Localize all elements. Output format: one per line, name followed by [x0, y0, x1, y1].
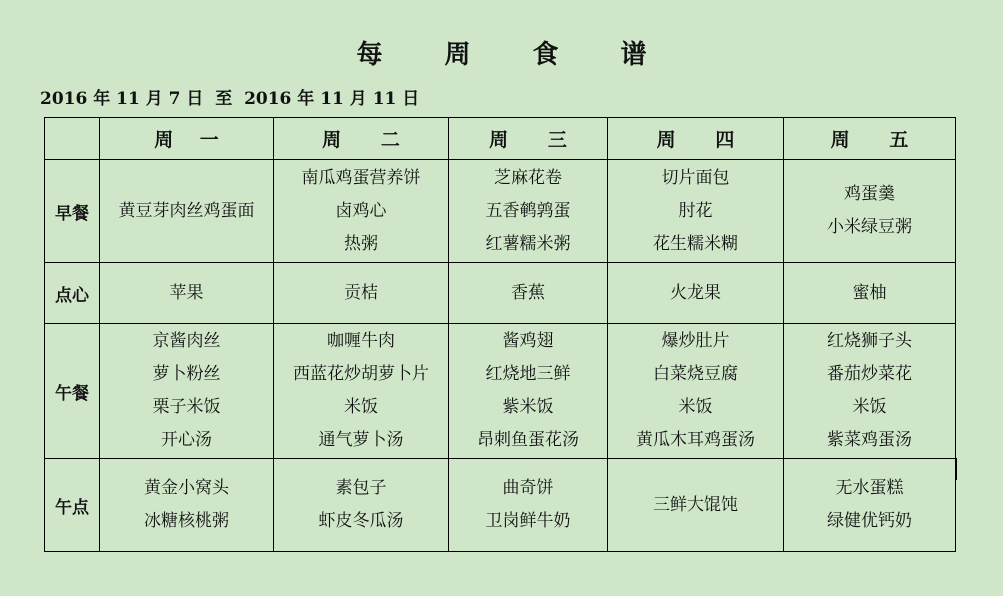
dish-item: 花生糯米糊: [653, 233, 738, 254]
menu-cell: [608, 160, 784, 263]
day-label: 周 一: [154, 129, 219, 151]
day-label: 周 三: [489, 129, 567, 151]
weekly-menu-table: [44, 117, 956, 552]
menu-cell: [274, 324, 449, 459]
dish-item: 卤鸡心: [335, 200, 387, 221]
day-header: [449, 118, 608, 160]
menu-cell: [449, 324, 608, 459]
day-header: [274, 118, 449, 160]
menu-cell: [100, 324, 274, 459]
dish-item: 香蕉: [511, 282, 545, 303]
dish-item: 南瓜鸡蛋营养饼: [301, 167, 421, 188]
dish-item: 肘花: [678, 200, 713, 221]
date-range: 2016 年 11 月 7 日 至 2016 年 11 月 11 日: [40, 89, 420, 109]
day-header: [608, 118, 784, 160]
menu-cell: [449, 263, 608, 324]
header-row: [45, 118, 956, 160]
meal-row: [45, 263, 956, 324]
meal-label: 早餐: [45, 160, 100, 263]
dish-item: 番茄炒菜花: [827, 364, 912, 384]
dish-item: 素包子: [335, 478, 387, 498]
dish-item: 紫米饭: [502, 397, 554, 417]
dish-item: 三鲜大馄饨: [653, 494, 738, 515]
dish-item: 卫岗鲜牛奶: [485, 511, 571, 531]
dish-item: 无水蛋糕: [835, 478, 904, 498]
dish-item: 鸡蛋羹: [844, 184, 895, 204]
menu-cell: [449, 160, 608, 263]
dish-item: 切片面包: [661, 167, 730, 188]
day-label: 周 二: [322, 129, 400, 151]
dish-item: 昂刺鱼蛋花汤: [477, 430, 579, 450]
dish-item: 白菜烧豆腐: [653, 364, 738, 384]
menu-cell: [784, 263, 956, 324]
dish-item: 红薯糯米粥: [485, 233, 571, 254]
menu-cell: [784, 324, 956, 459]
meal-label: 点心: [45, 263, 100, 324]
dish-item: 红烧狮子头: [827, 331, 912, 351]
dish-item: 酱鸡翅: [502, 331, 554, 351]
corner-cell: [45, 118, 100, 160]
day-header: [784, 118, 956, 160]
menu-cell: [274, 459, 449, 552]
dish-item: 绿健优钙奶: [827, 511, 912, 531]
page-title: 每周食谱: [356, 40, 709, 70]
meal-label: 午餐: [45, 324, 100, 459]
dish-item: 贡桔: [344, 282, 378, 303]
dish-item: 黄豆芽肉丝鸡蛋面: [118, 200, 255, 221]
dish-item: 萝卜粉丝: [152, 364, 221, 384]
menu-cell: [274, 160, 449, 263]
dish-item: 红烧地三鲜: [485, 364, 571, 384]
menu-cell: [784, 459, 956, 552]
dish-item: 米饭: [344, 397, 378, 417]
menu-cell: [449, 459, 608, 552]
menu-cell: [100, 263, 274, 324]
dish-item: 爆炒肚片: [661, 331, 730, 351]
menu-cell: [784, 160, 956, 263]
dish-item: 开心汤: [161, 430, 212, 450]
dish-item: 热粥: [344, 233, 378, 254]
dish-item: 曲奇饼: [502, 478, 554, 498]
meal-row: [45, 160, 956, 263]
day-label: 周 四: [656, 129, 735, 151]
dish-item: 虾皮冬瓜汤: [318, 511, 404, 531]
dish-item: 冰糖核桃粥: [144, 511, 229, 531]
meal-label: 午点: [45, 459, 100, 552]
dish-item: 蜜柚: [852, 282, 887, 303]
menu-cell: [608, 459, 784, 552]
dish-item: 黄瓜木耳鸡蛋汤: [636, 430, 755, 450]
menu-cell: [100, 160, 274, 263]
meal-row: [45, 324, 956, 459]
dish-item: 五香鹌鹑蛋: [485, 200, 571, 221]
dish-item: 小米绿豆粥: [827, 217, 912, 237]
dish-item: 黄金小窝头: [144, 478, 229, 498]
dish-item: 西蓝花炒胡萝卜片: [293, 364, 429, 384]
dish-item: 通气萝卜汤: [318, 430, 404, 450]
menu-cell: [100, 459, 274, 552]
day-label: 周 五: [830, 129, 909, 151]
meal-row: [45, 459, 956, 552]
dish-item: 米饭: [678, 397, 713, 417]
menu-cell: [608, 324, 784, 459]
dish-item: 紫菜鸡蛋汤: [827, 430, 912, 450]
dish-item: 芝麻花卷: [494, 167, 562, 188]
day-header: [100, 118, 274, 160]
dish-item: 米饭: [852, 397, 887, 417]
dish-item: 火龙果: [670, 282, 721, 303]
menu-cell: [608, 263, 784, 324]
menu-cell: [274, 263, 449, 324]
cursor-marker: [955, 458, 957, 480]
dish-item: 栗子米饭: [152, 397, 221, 417]
dish-item: 苹果: [169, 282, 204, 303]
dish-item: 咖喱牛肉: [327, 331, 395, 351]
dish-item: 京酱肉丝: [152, 331, 221, 351]
